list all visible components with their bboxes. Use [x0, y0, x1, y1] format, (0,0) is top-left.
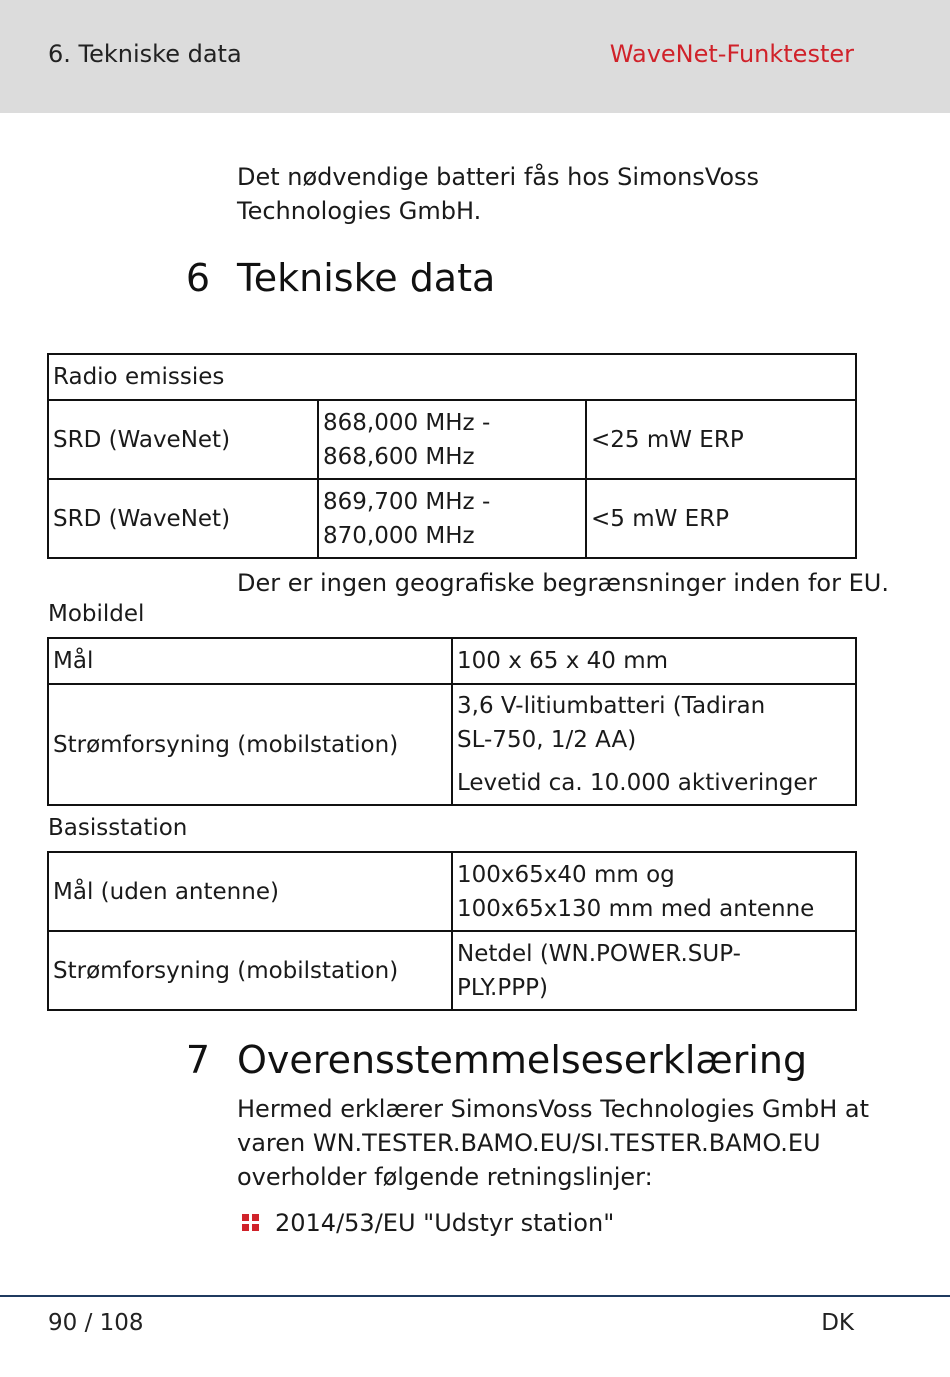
table-cell: SRD (WaveNet) [48, 479, 318, 558]
section-heading-7 [0, 1038, 950, 1082]
conformity-paragraph [237, 1092, 877, 1194]
cell-text: PLY.PPP) [457, 974, 548, 1001]
intro-line: Technologies GmbH. [237, 197, 482, 225]
table-cell: Strømforsyning (mobilstation) [48, 684, 452, 805]
header-section-title: 6. Tekniske data [48, 40, 242, 68]
cell-text: SL-750, 1/2 AA) [457, 727, 637, 753]
paragraph-line: varen WN.TESTER.BAMO.EU/SI.TESTER.BAMO.EU [237, 1129, 821, 1157]
table-row [48, 354, 856, 400]
table-cell: <25 mW ERP [586, 400, 856, 479]
table-heading-cell: Radio emissies [48, 354, 856, 400]
basisstation-label: Basisstation [48, 815, 188, 841]
paragraph-line: Hermed erklærer SimonsVoss Technologies GmbH at [237, 1095, 869, 1123]
table-cell: Mål [48, 638, 452, 684]
page-number: 90 / 108 [48, 1310, 144, 1336]
footer-divider [0, 1295, 950, 1297]
cell-text: 100x65x130 mm med antenne [457, 895, 815, 922]
table-row [48, 400, 856, 479]
cell-text: Levetid ca. 10.000 aktiveringer [457, 770, 818, 796]
table-row [48, 638, 856, 684]
table-cell: 100 x 65 x 40 mm [452, 638, 856, 684]
paragraph-line: overholder følgende retningslinjer: [237, 1163, 653, 1191]
table-cell [452, 684, 856, 805]
cell-text: 100x65x40 mm og [457, 861, 675, 888]
radio-note: Der er ingen geografiske begrænsninger inden for EU. [237, 569, 889, 597]
section-title: Overensstemmelseserklæring [237, 1038, 808, 1082]
header-product-name: WaveNet-Funktester [609, 40, 854, 68]
table-cell [318, 400, 586, 479]
cell-text: Netdel (WN.POWER.SUP- [457, 940, 741, 967]
basisstation-table [47, 851, 857, 1011]
cell-text: 868,000 MHz - [323, 409, 491, 436]
table-cell: <5 mW ERP [586, 479, 856, 558]
cell-text: 3,6 V-litiumbatteri (Tadiran [457, 693, 766, 719]
table-row [48, 479, 856, 558]
page-header [0, 0, 950, 113]
intro-paragraph [237, 160, 857, 228]
table-row [48, 684, 856, 805]
table-cell: SRD (WaveNet) [48, 400, 318, 479]
table-row [48, 931, 856, 1010]
cell-text: 869,700 MHz - [323, 488, 491, 515]
intro-line: Det nødvendige batteri fås hos SimonsVoss [237, 163, 760, 191]
list-item-text: 2014/53/EU "Udstyr station" [275, 1209, 615, 1237]
table-cell: Mål (uden antenne) [48, 852, 452, 931]
section-number: 6 [185, 256, 210, 300]
mobildel-label: Mobildel [48, 601, 145, 627]
mobildel-table [47, 637, 857, 806]
cell-text: 870,000 MHz [323, 522, 475, 549]
table-cell: Strømforsyning (mobilstation) [48, 931, 452, 1010]
table-row [48, 852, 856, 931]
bullet-squares-icon [242, 1214, 260, 1232]
table-cell [318, 479, 586, 558]
table-cell [452, 931, 856, 1010]
radio-emissions-table [47, 353, 857, 559]
section-title: Tekniske data [237, 256, 496, 300]
section-number: 7 [185, 1038, 210, 1082]
section-heading-6 [0, 256, 950, 300]
language-code: DK [821, 1310, 854, 1336]
cell-text: 868,600 MHz [323, 443, 475, 470]
table-cell [452, 852, 856, 931]
